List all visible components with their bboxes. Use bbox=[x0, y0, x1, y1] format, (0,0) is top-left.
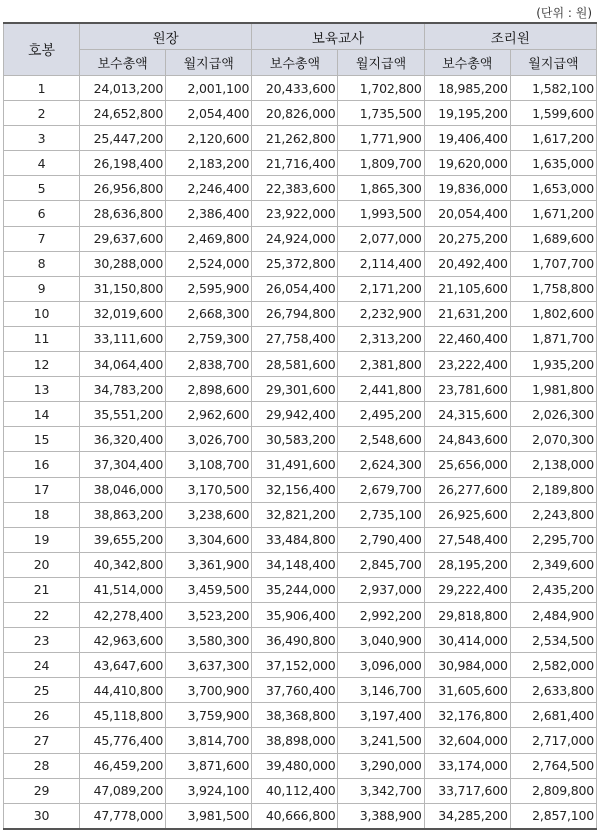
table-row bbox=[4, 101, 597, 126]
row-hobong: 1 bbox=[4, 76, 80, 101]
teacher-monthly-pay: 3,241,500 bbox=[338, 728, 424, 753]
cook-monthly-pay: 1,582,100 bbox=[510, 76, 596, 101]
cook-monthly-pay: 1,981,800 bbox=[510, 377, 596, 402]
row-hobong: 20 bbox=[4, 552, 80, 577]
cook-monthly-pay: 1,617,200 bbox=[510, 126, 596, 151]
director-monthly-pay: 3,814,700 bbox=[166, 728, 252, 753]
cook-monthly-pay: 1,635,000 bbox=[510, 151, 596, 176]
teacher-monthly-pay: 3,342,700 bbox=[338, 778, 424, 803]
table-row bbox=[4, 352, 597, 377]
table-header bbox=[4, 23, 597, 76]
director-monthly-pay: 3,759,900 bbox=[166, 703, 252, 728]
cook-monthly-pay: 1,599,600 bbox=[510, 101, 596, 126]
teacher-monthly-pay: 2,441,800 bbox=[338, 377, 424, 402]
director-monthly-pay: 2,962,600 bbox=[166, 402, 252, 427]
teacher-total-pay: 26,054,400 bbox=[252, 276, 338, 301]
cook-monthly-pay: 2,435,200 bbox=[510, 577, 596, 602]
row-hobong: 25 bbox=[4, 678, 80, 703]
row-hobong: 11 bbox=[4, 326, 80, 351]
table-row bbox=[4, 577, 597, 602]
salary-table bbox=[3, 22, 597, 830]
row-hobong: 21 bbox=[4, 577, 80, 602]
cook-total-pay: 26,925,600 bbox=[424, 502, 510, 527]
teacher-monthly-pay: 2,381,800 bbox=[338, 352, 424, 377]
row-hobong: 2 bbox=[4, 101, 80, 126]
cook-total-pay: 24,843,600 bbox=[424, 427, 510, 452]
director-monthly-pay: 3,637,300 bbox=[166, 653, 252, 678]
table-row bbox=[4, 803, 597, 829]
director-monthly-pay: 3,170,500 bbox=[166, 477, 252, 502]
table-row bbox=[4, 778, 597, 803]
director-total-pay: 26,198,400 bbox=[80, 151, 166, 176]
cook-total-pay: 29,818,800 bbox=[424, 602, 510, 627]
cook-monthly-pay: 1,935,200 bbox=[510, 352, 596, 377]
director-monthly-pay: 2,120,600 bbox=[166, 126, 252, 151]
director-total-pay: 42,963,600 bbox=[80, 628, 166, 653]
teacher-monthly-pay: 1,993,500 bbox=[338, 201, 424, 226]
table-body bbox=[4, 76, 597, 829]
director-total-pay: 31,150,800 bbox=[80, 276, 166, 301]
teacher-total-pay: 21,262,800 bbox=[252, 126, 338, 151]
table-row bbox=[4, 402, 597, 427]
header-total-pay: 보수총액 bbox=[252, 50, 338, 76]
teacher-total-pay: 32,821,200 bbox=[252, 502, 338, 527]
director-monthly-pay: 3,459,500 bbox=[166, 577, 252, 602]
table-row bbox=[4, 678, 597, 703]
teacher-monthly-pay: 2,313,200 bbox=[338, 326, 424, 351]
director-monthly-pay: 2,469,800 bbox=[166, 226, 252, 251]
teacher-monthly-pay: 2,077,000 bbox=[338, 226, 424, 251]
director-total-pay: 46,459,200 bbox=[80, 753, 166, 778]
cook-monthly-pay: 1,707,700 bbox=[510, 251, 596, 276]
teacher-total-pay: 25,372,800 bbox=[252, 251, 338, 276]
director-total-pay: 41,514,000 bbox=[80, 577, 166, 602]
cook-total-pay: 19,620,000 bbox=[424, 151, 510, 176]
table-row bbox=[4, 452, 597, 477]
row-hobong: 26 bbox=[4, 703, 80, 728]
row-hobong: 29 bbox=[4, 778, 80, 803]
cook-monthly-pay: 2,534,500 bbox=[510, 628, 596, 653]
director-total-pay: 34,783,200 bbox=[80, 377, 166, 402]
cook-total-pay: 21,105,600 bbox=[424, 276, 510, 301]
row-hobong: 4 bbox=[4, 151, 80, 176]
header-total-pay: 보수총액 bbox=[424, 50, 510, 76]
row-hobong: 18 bbox=[4, 502, 80, 527]
row-hobong: 22 bbox=[4, 602, 80, 627]
teacher-monthly-pay: 1,865,300 bbox=[338, 176, 424, 201]
cook-monthly-pay: 1,689,600 bbox=[510, 226, 596, 251]
table-row bbox=[4, 477, 597, 502]
cook-monthly-pay: 2,484,900 bbox=[510, 602, 596, 627]
teacher-total-pay: 35,906,400 bbox=[252, 602, 338, 627]
cook-total-pay: 23,781,600 bbox=[424, 377, 510, 402]
cook-total-pay: 26,277,600 bbox=[424, 477, 510, 502]
header-hobong: 호봉 bbox=[4, 23, 80, 76]
row-hobong: 28 bbox=[4, 753, 80, 778]
director-monthly-pay: 3,871,600 bbox=[166, 753, 252, 778]
cook-total-pay: 21,631,200 bbox=[424, 301, 510, 326]
teacher-monthly-pay: 3,388,900 bbox=[338, 803, 424, 829]
cook-total-pay: 19,836,000 bbox=[424, 176, 510, 201]
cook-monthly-pay: 2,349,600 bbox=[510, 552, 596, 577]
director-total-pay: 37,304,400 bbox=[80, 452, 166, 477]
cook-total-pay: 19,195,200 bbox=[424, 101, 510, 126]
director-total-pay: 36,320,400 bbox=[80, 427, 166, 452]
director-monthly-pay: 3,304,600 bbox=[166, 527, 252, 552]
director-total-pay: 45,118,800 bbox=[80, 703, 166, 728]
cook-total-pay: 33,174,000 bbox=[424, 753, 510, 778]
table-row bbox=[4, 753, 597, 778]
cook-total-pay: 19,406,400 bbox=[424, 126, 510, 151]
director-total-pay: 28,636,800 bbox=[80, 201, 166, 226]
row-hobong: 6 bbox=[4, 201, 80, 226]
director-total-pay: 35,551,200 bbox=[80, 402, 166, 427]
cook-total-pay: 18,985,200 bbox=[424, 76, 510, 101]
teacher-total-pay: 34,148,400 bbox=[252, 552, 338, 577]
cook-total-pay: 24,315,600 bbox=[424, 402, 510, 427]
teacher-monthly-pay: 2,548,600 bbox=[338, 427, 424, 452]
row-hobong: 23 bbox=[4, 628, 80, 653]
row-hobong: 19 bbox=[4, 527, 80, 552]
teacher-total-pay: 31,491,600 bbox=[252, 452, 338, 477]
table-row bbox=[4, 76, 597, 101]
director-monthly-pay: 2,838,700 bbox=[166, 352, 252, 377]
table-row bbox=[4, 201, 597, 226]
teacher-monthly-pay: 2,679,700 bbox=[338, 477, 424, 502]
cook-monthly-pay: 2,026,300 bbox=[510, 402, 596, 427]
header-monthly-pay: 월지급액 bbox=[338, 50, 424, 76]
director-monthly-pay: 2,595,900 bbox=[166, 276, 252, 301]
teacher-monthly-pay: 2,735,100 bbox=[338, 502, 424, 527]
table-row bbox=[4, 602, 597, 627]
table-row bbox=[4, 301, 597, 326]
teacher-monthly-pay: 2,845,700 bbox=[338, 552, 424, 577]
teacher-total-pay: 38,368,800 bbox=[252, 703, 338, 728]
teacher-total-pay: 20,826,000 bbox=[252, 101, 338, 126]
table-row bbox=[4, 527, 597, 552]
director-monthly-pay: 2,759,300 bbox=[166, 326, 252, 351]
teacher-total-pay: 26,794,800 bbox=[252, 301, 338, 326]
cook-monthly-pay: 1,671,200 bbox=[510, 201, 596, 226]
cook-total-pay: 25,656,000 bbox=[424, 452, 510, 477]
teacher-total-pay: 29,942,400 bbox=[252, 402, 338, 427]
director-total-pay: 24,652,800 bbox=[80, 101, 166, 126]
cook-total-pay: 34,285,200 bbox=[424, 803, 510, 829]
cook-total-pay: 27,548,400 bbox=[424, 527, 510, 552]
cook-monthly-pay: 2,717,000 bbox=[510, 728, 596, 753]
row-hobong: 30 bbox=[4, 803, 80, 829]
header-group-teacher: 보육교사 bbox=[252, 23, 424, 50]
director-total-pay: 26,956,800 bbox=[80, 176, 166, 201]
teacher-monthly-pay: 2,624,300 bbox=[338, 452, 424, 477]
teacher-total-pay: 29,301,600 bbox=[252, 377, 338, 402]
cook-monthly-pay: 1,758,800 bbox=[510, 276, 596, 301]
header-group-cook: 조리원 bbox=[424, 23, 596, 50]
director-total-pay: 30,288,000 bbox=[80, 251, 166, 276]
cook-monthly-pay: 2,189,800 bbox=[510, 477, 596, 502]
row-hobong: 14 bbox=[4, 402, 80, 427]
teacher-total-pay: 36,490,800 bbox=[252, 628, 338, 653]
row-hobong: 7 bbox=[4, 226, 80, 251]
teacher-total-pay: 24,924,000 bbox=[252, 226, 338, 251]
cook-total-pay: 30,984,000 bbox=[424, 653, 510, 678]
table-row bbox=[4, 276, 597, 301]
teacher-total-pay: 20,433,600 bbox=[252, 76, 338, 101]
table-row bbox=[4, 377, 597, 402]
director-monthly-pay: 3,981,500 bbox=[166, 803, 252, 829]
director-monthly-pay: 2,054,400 bbox=[166, 101, 252, 126]
teacher-total-pay: 23,922,000 bbox=[252, 201, 338, 226]
cook-total-pay: 23,222,400 bbox=[424, 352, 510, 377]
director-monthly-pay: 2,524,000 bbox=[166, 251, 252, 276]
cook-total-pay: 30,414,000 bbox=[424, 628, 510, 653]
teacher-total-pay: 33,484,800 bbox=[252, 527, 338, 552]
teacher-monthly-pay: 1,809,700 bbox=[338, 151, 424, 176]
cook-monthly-pay: 1,653,000 bbox=[510, 176, 596, 201]
row-hobong: 13 bbox=[4, 377, 80, 402]
cook-total-pay: 20,054,400 bbox=[424, 201, 510, 226]
director-total-pay: 47,089,200 bbox=[80, 778, 166, 803]
cook-total-pay: 22,460,400 bbox=[424, 326, 510, 351]
teacher-total-pay: 27,758,400 bbox=[252, 326, 338, 351]
cook-monthly-pay: 2,582,000 bbox=[510, 653, 596, 678]
director-monthly-pay: 3,026,700 bbox=[166, 427, 252, 452]
header-group-director: 원장 bbox=[80, 23, 252, 50]
cook-monthly-pay: 2,857,100 bbox=[510, 803, 596, 829]
teacher-monthly-pay: 3,096,000 bbox=[338, 653, 424, 678]
director-monthly-pay: 3,108,700 bbox=[166, 452, 252, 477]
table-row bbox=[4, 703, 597, 728]
director-total-pay: 44,410,800 bbox=[80, 678, 166, 703]
cook-total-pay: 20,275,200 bbox=[424, 226, 510, 251]
teacher-monthly-pay: 1,735,500 bbox=[338, 101, 424, 126]
director-total-pay: 33,111,600 bbox=[80, 326, 166, 351]
teacher-monthly-pay: 2,114,400 bbox=[338, 251, 424, 276]
teacher-total-pay: 38,898,000 bbox=[252, 728, 338, 753]
director-monthly-pay: 2,668,300 bbox=[166, 301, 252, 326]
director-monthly-pay: 2,386,400 bbox=[166, 201, 252, 226]
director-monthly-pay: 2,183,200 bbox=[166, 151, 252, 176]
row-hobong: 15 bbox=[4, 427, 80, 452]
table-row bbox=[4, 151, 597, 176]
cook-monthly-pay: 1,802,600 bbox=[510, 301, 596, 326]
cook-total-pay: 20,492,400 bbox=[424, 251, 510, 276]
director-total-pay: 34,064,400 bbox=[80, 352, 166, 377]
table-row bbox=[4, 728, 597, 753]
director-monthly-pay: 3,580,300 bbox=[166, 628, 252, 653]
cook-total-pay: 28,195,200 bbox=[424, 552, 510, 577]
teacher-total-pay: 37,760,400 bbox=[252, 678, 338, 703]
row-hobong: 12 bbox=[4, 352, 80, 377]
unit-note: (단위 : 원) bbox=[536, 6, 592, 20]
teacher-total-pay: 35,244,000 bbox=[252, 577, 338, 602]
teacher-total-pay: 21,716,400 bbox=[252, 151, 338, 176]
cook-monthly-pay: 2,633,800 bbox=[510, 678, 596, 703]
row-hobong: 27 bbox=[4, 728, 80, 753]
cook-total-pay: 33,717,600 bbox=[424, 778, 510, 803]
director-total-pay: 45,776,400 bbox=[80, 728, 166, 753]
cook-monthly-pay: 2,764,500 bbox=[510, 753, 596, 778]
cook-total-pay: 29,222,400 bbox=[424, 577, 510, 602]
header-monthly-pay: 월지급액 bbox=[510, 50, 596, 76]
teacher-total-pay: 39,480,000 bbox=[252, 753, 338, 778]
table-row bbox=[4, 427, 597, 452]
director-monthly-pay: 3,523,200 bbox=[166, 602, 252, 627]
cook-total-pay: 31,605,600 bbox=[424, 678, 510, 703]
director-total-pay: 38,046,000 bbox=[80, 477, 166, 502]
director-total-pay: 39,655,200 bbox=[80, 527, 166, 552]
header-monthly-pay: 월지급액 bbox=[166, 50, 252, 76]
cook-monthly-pay: 2,681,400 bbox=[510, 703, 596, 728]
director-total-pay: 24,013,200 bbox=[80, 76, 166, 101]
cook-monthly-pay: 1,871,700 bbox=[510, 326, 596, 351]
director-total-pay: 25,447,200 bbox=[80, 126, 166, 151]
table-row bbox=[4, 251, 597, 276]
teacher-monthly-pay: 2,790,400 bbox=[338, 527, 424, 552]
teacher-monthly-pay: 2,232,900 bbox=[338, 301, 424, 326]
table-row bbox=[4, 552, 597, 577]
cook-total-pay: 32,176,800 bbox=[424, 703, 510, 728]
cook-monthly-pay: 2,070,300 bbox=[510, 427, 596, 452]
header-total-pay: 보수총액 bbox=[80, 50, 166, 76]
table-row bbox=[4, 653, 597, 678]
table-row bbox=[4, 226, 597, 251]
director-monthly-pay: 2,001,100 bbox=[166, 76, 252, 101]
row-hobong: 8 bbox=[4, 251, 80, 276]
director-monthly-pay: 3,361,900 bbox=[166, 552, 252, 577]
row-hobong: 5 bbox=[4, 176, 80, 201]
row-hobong: 9 bbox=[4, 276, 80, 301]
cook-monthly-pay: 2,138,000 bbox=[510, 452, 596, 477]
cook-monthly-pay: 2,295,700 bbox=[510, 527, 596, 552]
teacher-monthly-pay: 2,992,200 bbox=[338, 602, 424, 627]
cook-monthly-pay: 2,809,800 bbox=[510, 778, 596, 803]
cook-monthly-pay: 2,243,800 bbox=[510, 502, 596, 527]
teacher-monthly-pay: 3,197,400 bbox=[338, 703, 424, 728]
teacher-monthly-pay: 3,040,900 bbox=[338, 628, 424, 653]
teacher-total-pay: 30,583,200 bbox=[252, 427, 338, 452]
table-row bbox=[4, 628, 597, 653]
director-monthly-pay: 2,898,600 bbox=[166, 377, 252, 402]
teacher-total-pay: 40,112,400 bbox=[252, 778, 338, 803]
table-row bbox=[4, 126, 597, 151]
row-hobong: 17 bbox=[4, 477, 80, 502]
director-monthly-pay: 3,924,100 bbox=[166, 778, 252, 803]
director-monthly-pay: 2,246,400 bbox=[166, 176, 252, 201]
teacher-monthly-pay: 1,771,900 bbox=[338, 126, 424, 151]
teacher-monthly-pay: 3,290,000 bbox=[338, 753, 424, 778]
teacher-total-pay: 22,383,600 bbox=[252, 176, 338, 201]
teacher-total-pay: 40,666,800 bbox=[252, 803, 338, 829]
director-total-pay: 40,342,800 bbox=[80, 552, 166, 577]
table-row bbox=[4, 326, 597, 351]
director-total-pay: 43,647,600 bbox=[80, 653, 166, 678]
director-monthly-pay: 3,238,600 bbox=[166, 502, 252, 527]
director-total-pay: 29,637,600 bbox=[80, 226, 166, 251]
teacher-total-pay: 28,581,600 bbox=[252, 352, 338, 377]
director-total-pay: 42,278,400 bbox=[80, 602, 166, 627]
teacher-monthly-pay: 2,495,200 bbox=[338, 402, 424, 427]
table-row bbox=[4, 502, 597, 527]
row-hobong: 16 bbox=[4, 452, 80, 477]
teacher-monthly-pay: 2,937,000 bbox=[338, 577, 424, 602]
teacher-monthly-pay: 2,171,200 bbox=[338, 276, 424, 301]
teacher-total-pay: 37,152,000 bbox=[252, 653, 338, 678]
director-total-pay: 47,778,000 bbox=[80, 803, 166, 829]
row-hobong: 24 bbox=[4, 653, 80, 678]
teacher-monthly-pay: 3,146,700 bbox=[338, 678, 424, 703]
row-hobong: 10 bbox=[4, 301, 80, 326]
director-monthly-pay: 3,700,900 bbox=[166, 678, 252, 703]
director-total-pay: 38,863,200 bbox=[80, 502, 166, 527]
cook-total-pay: 32,604,000 bbox=[424, 728, 510, 753]
director-total-pay: 32,019,600 bbox=[80, 301, 166, 326]
row-hobong: 3 bbox=[4, 126, 80, 151]
teacher-total-pay: 32,156,400 bbox=[252, 477, 338, 502]
table-row bbox=[4, 176, 597, 201]
teacher-monthly-pay: 1,702,800 bbox=[338, 76, 424, 101]
